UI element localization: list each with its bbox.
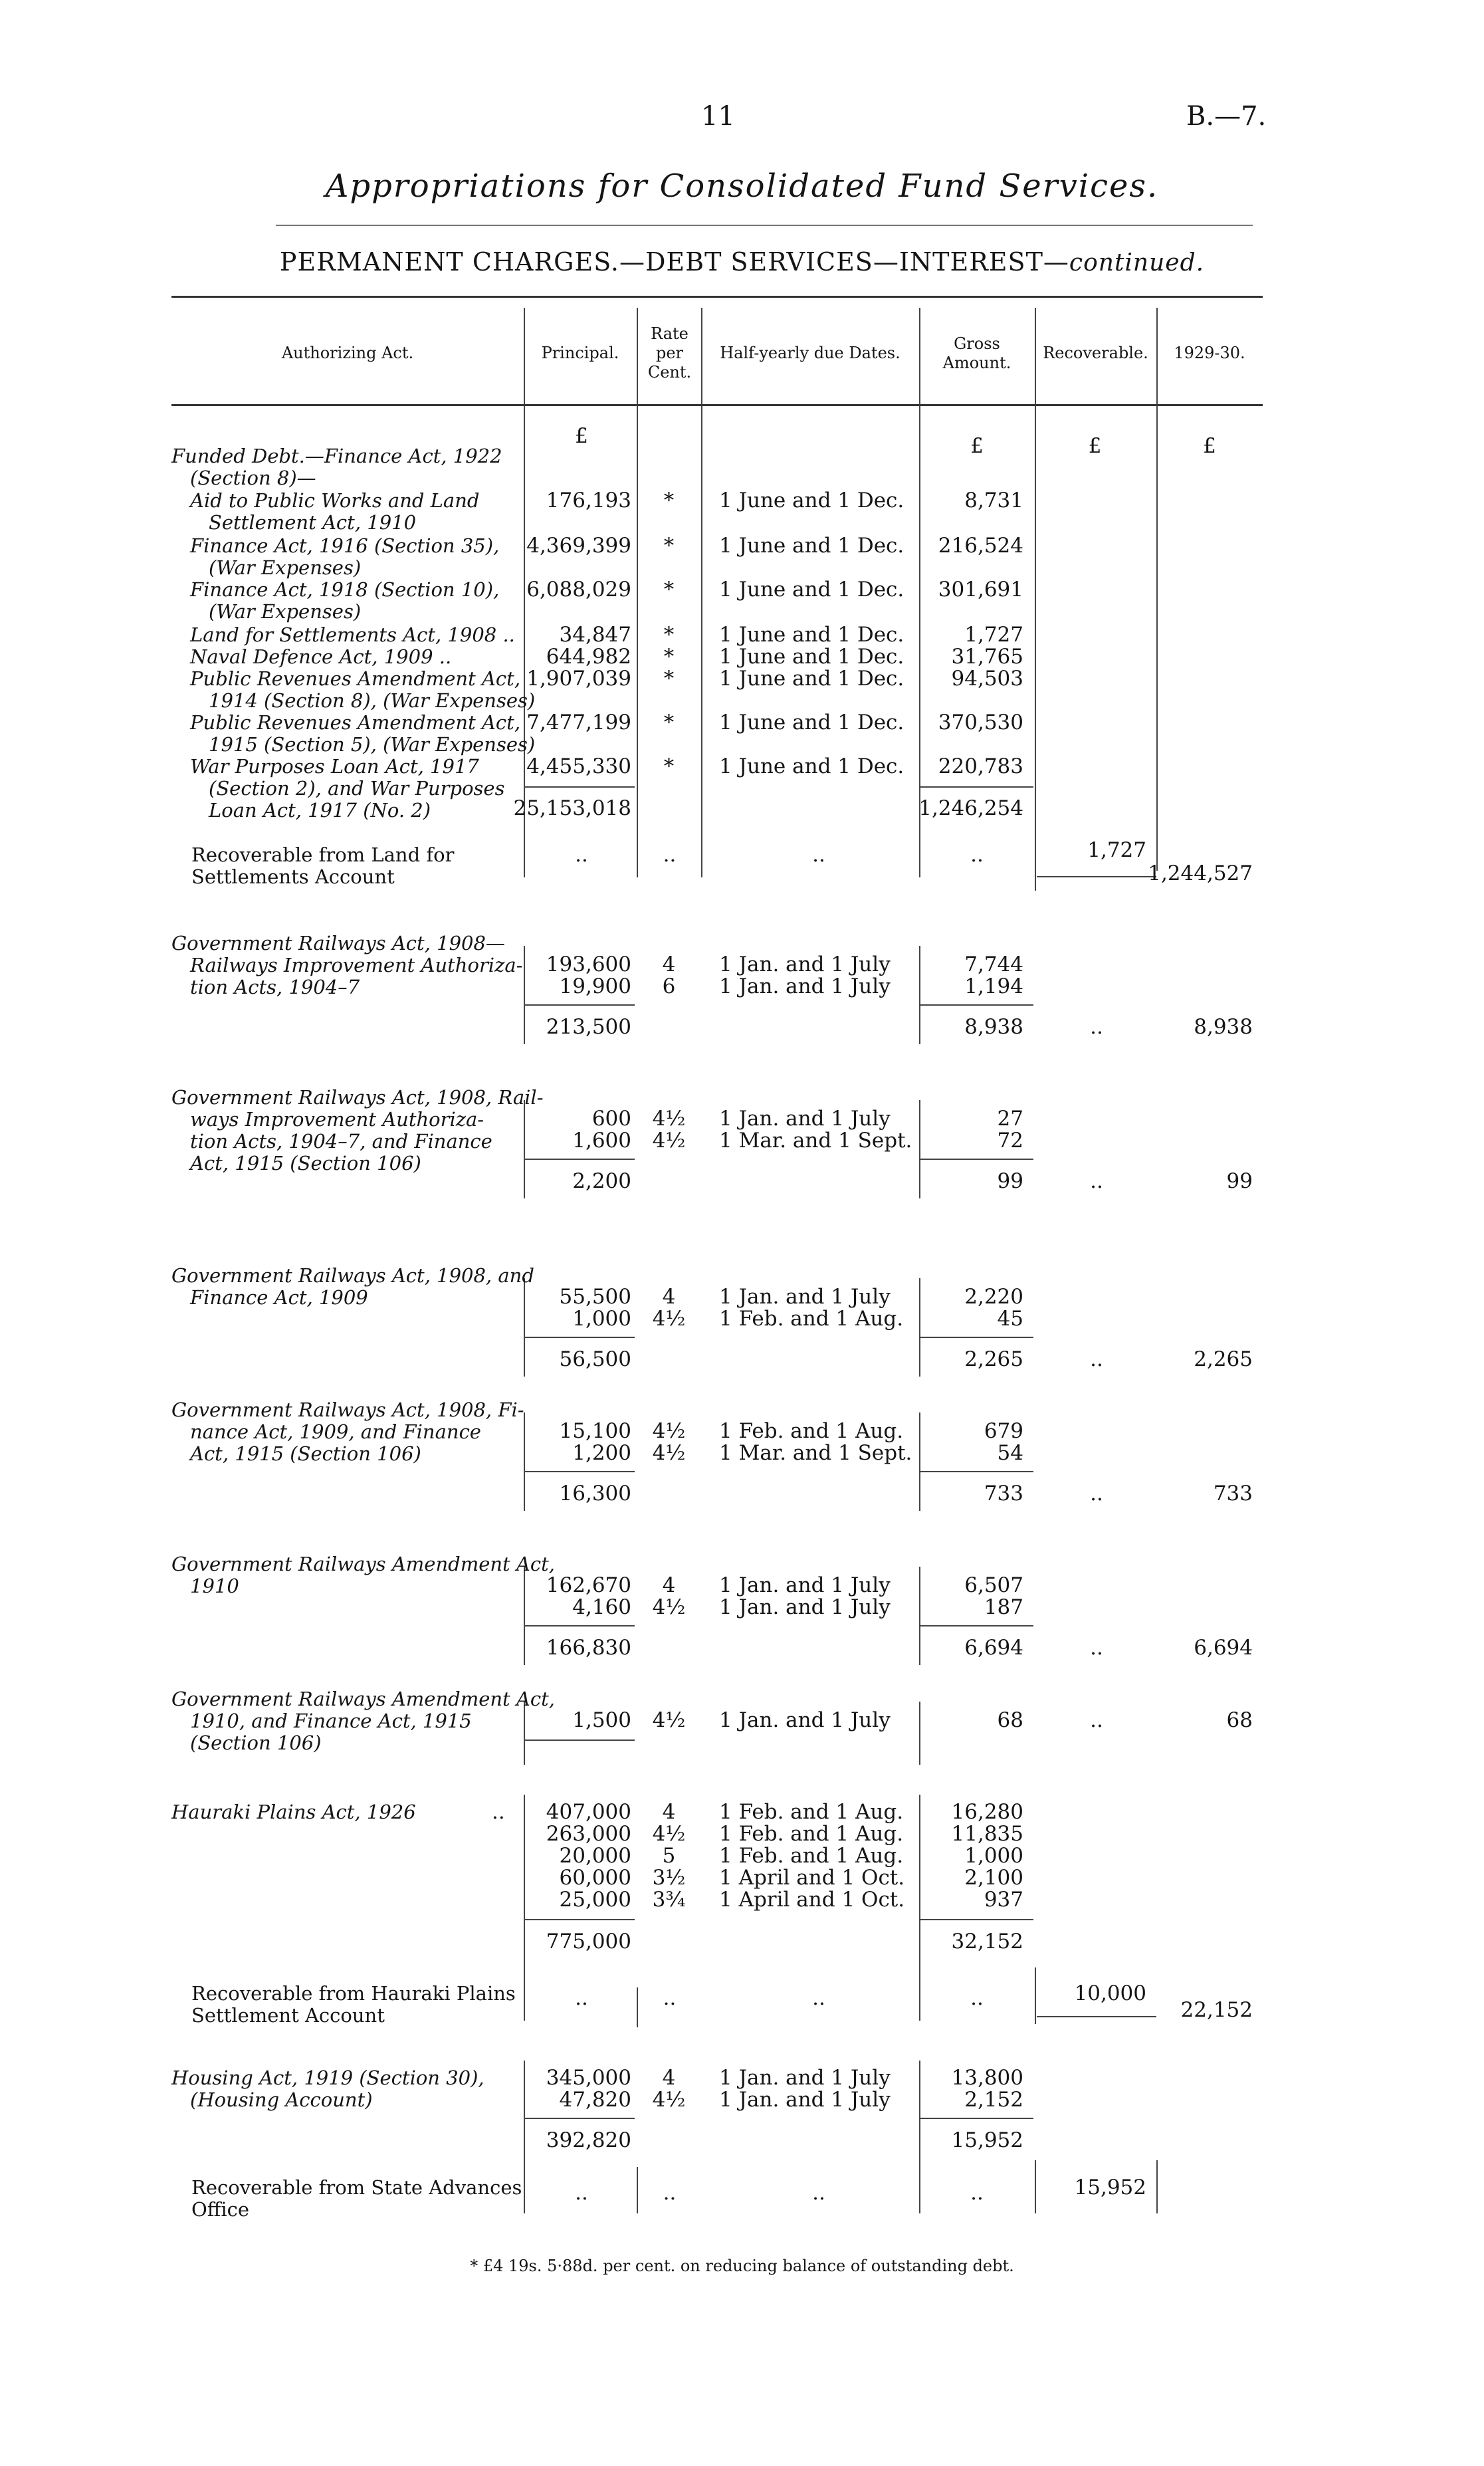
rate-value: 5: [662, 1844, 676, 1868]
total-rule: [525, 1159, 635, 1160]
principal-value: 7,477,199: [526, 711, 631, 734]
total-rule: [525, 1625, 635, 1626]
gross-amount: 216,524: [938, 534, 1023, 558]
due-dates: 1 Feb. and 1 Aug.: [719, 1307, 904, 1331]
authorizing-act-line: Public Revenues Amendment Act,: [190, 667, 521, 690]
rate-value: *: [663, 578, 675, 602]
header-bottom-rule: [171, 404, 1263, 406]
rate-value: 4: [662, 1573, 676, 1597]
col-divider: [919, 308, 920, 404]
total-rule: [525, 1337, 635, 1338]
due-dates: 1 April and 1 Oct.: [719, 1888, 905, 1912]
authorizing-act-line: tion Acts, 1904–7, and Finance: [190, 1130, 492, 1153]
due-dates: 1 June and 1 Dec.: [719, 534, 904, 558]
dots: ..: [1090, 1015, 1103, 1039]
total-rule: [920, 1471, 1033, 1472]
principal-value: 4,369,399: [526, 534, 631, 558]
authorizing-act-line: ways Improvement Authoriza-: [190, 1108, 484, 1131]
page-reference: B.—7.: [1186, 101, 1267, 132]
section-subtitle: [0, 247, 1484, 277]
total-gross: 6,694: [964, 1636, 1023, 1660]
net-value: 68: [1226, 1708, 1253, 1732]
total-principal: 392,820: [546, 2128, 631, 2152]
principal-value: 1,000: [572, 1307, 631, 1331]
total-rule: [920, 1919, 1033, 1920]
total-rule: [920, 786, 1033, 788]
currency-recoverable: £: [1088, 434, 1102, 458]
total-rule: [920, 1004, 1033, 1006]
due-dates: 1 Feb. and 1 Aug.: [719, 1822, 904, 1846]
gross-amount: 45: [997, 1307, 1023, 1331]
authorizing-act-line: Land for Settlements Act, 1908 ..: [190, 623, 515, 646]
authorizing-act-line: (Section 106): [190, 1732, 322, 1754]
authorizing-act-line: Office: [191, 2198, 250, 2221]
rate-value: 4½: [652, 1595, 686, 1619]
due-dates: 1 Mar. and 1 Sept.: [719, 1441, 912, 1465]
total-rule: [920, 1337, 1033, 1338]
rate-value: *: [663, 667, 675, 691]
total-principal: 16,300: [559, 1482, 631, 1506]
gross-amount: 7,744: [964, 953, 1023, 976]
dots: ..: [575, 1986, 588, 2010]
total-gross: 1,246,254: [918, 796, 1023, 820]
dots: ..: [663, 2181, 677, 2205]
rate-value: 4½: [652, 1129, 686, 1153]
total-gross: 2,265: [964, 1347, 1023, 1371]
principal-value: 1,500: [572, 1708, 631, 1732]
due-dates: 1 April and 1 Oct.: [719, 1866, 905, 1890]
total-gross: 99: [997, 1169, 1023, 1193]
due-dates: 1 Feb. and 1 Aug.: [719, 1844, 904, 1868]
rate-value: 4½: [652, 1419, 686, 1443]
principal-value: 176,193: [546, 489, 631, 512]
header-due-dates: Half-yearly due Dates.: [720, 344, 901, 362]
net-value: 6,694: [1194, 1636, 1253, 1660]
gross-amount: 1,000: [964, 1844, 1023, 1868]
total-principal: 56,500: [559, 1347, 631, 1371]
principal-value: 644,982: [546, 645, 631, 669]
authorizing-act-line: Finance Act, 1918 (Section 10),: [190, 578, 500, 601]
gross-amount: 31,765: [951, 645, 1023, 669]
subtitle-continued: continued.: [1069, 249, 1205, 277]
column-rule: [1156, 405, 1158, 871]
due-dates: 1 Jan. and 1 July: [719, 1573, 891, 1597]
rate-value: 4½: [652, 1441, 686, 1465]
page-title: Appropriations for Consolidated Fund Services.: [325, 168, 1159, 205]
gross-amount: 11,835: [951, 1822, 1023, 1846]
gross-amount: 2,152: [964, 2088, 1023, 2112]
due-dates: 1 Jan. and 1 July: [719, 1107, 891, 1131]
total-gross: 15,952: [951, 2128, 1023, 2152]
principal-value: 60,000: [559, 1866, 631, 1890]
authorizing-act-line: Government Railways Amendment Act,: [171, 1553, 555, 1575]
dots: ..: [1090, 1708, 1103, 1732]
due-dates: 1 June and 1 Dec.: [719, 645, 904, 669]
authorizing-act-line: Recoverable from Hauraki Plains: [191, 1982, 516, 2005]
authorizing-act-line: Government Railways Act, 1908, Fi-: [171, 1399, 524, 1421]
authorizing-act-line: Government Railways Amendment Act,: [171, 1688, 555, 1710]
gross-amount: 679: [984, 1419, 1023, 1443]
net-value: 2,265: [1194, 1347, 1253, 1371]
authorizing-act-line: Settlements Account: [191, 865, 395, 888]
rate-value: 6: [662, 974, 676, 998]
authorizing-act-line: Aid to Public Works and Land: [190, 489, 480, 512]
principal-value: 1,907,039: [526, 667, 631, 691]
due-dates: 1 June and 1 Dec.: [719, 667, 904, 691]
authorizing-act-line: 1914 (Section 8), (War Expenses): [209, 689, 536, 712]
authorizing-act-line: Act, 1915 (Section 106): [190, 1442, 421, 1465]
total-principal: 775,000: [546, 1930, 631, 1954]
header-authorizing-act: Authorizing Act.: [281, 344, 414, 362]
authorizing-act-line: Government Railways Act, 1908, Rail-: [171, 1086, 544, 1109]
rate-value: 4½: [652, 1822, 686, 1846]
gross-amount: 8,731: [964, 489, 1023, 512]
authorizing-act-line: Naval Defence Act, 1909 ..: [190, 645, 452, 668]
dots: ..: [1090, 1347, 1103, 1371]
rate-value: 4: [662, 1800, 676, 1824]
principal-value: 6,088,029: [526, 578, 631, 602]
total-gross: 32,152: [951, 1930, 1023, 1954]
authorizing-act-line: Hauraki Plains Act, 1926: [171, 1801, 416, 1823]
gross-amount: 27: [997, 1107, 1023, 1131]
header-year: 1929-30.: [1174, 344, 1245, 362]
gross-amount: 1,727: [964, 623, 1023, 647]
authorizing-act-line: Settlement Account: [191, 2004, 385, 2027]
funded-heading: Funded Debt.—Finance Act, 1922: [171, 445, 502, 467]
rate-value: *: [663, 645, 675, 669]
principal-value: 20,000: [559, 1844, 631, 1868]
principal-value: 19,900: [559, 974, 631, 998]
net-value: 99: [1226, 1169, 1253, 1193]
principal-value: 600: [591, 1107, 631, 1131]
total-principal: 2,200: [572, 1169, 631, 1193]
authorizing-act-line: Finance Act, 1916 (Section 35),: [190, 534, 500, 557]
header-rate: Rate per Cent.: [647, 324, 692, 382]
funded-heading-2: (Section 8)—: [190, 467, 316, 489]
principal-value: 4,160: [572, 1595, 631, 1619]
authorizing-act-line: 1910, and Finance Act, 1915: [190, 1710, 472, 1732]
rate-value: 4: [662, 1285, 676, 1309]
authorizing-act-line: Recoverable from Land for: [191, 843, 455, 866]
dots: ..: [970, 2181, 984, 2205]
dots: ..: [1090, 1636, 1103, 1660]
dots: ..: [1090, 1169, 1103, 1193]
gross-amount: 6,507: [964, 1573, 1023, 1597]
gross-amount: 94,503: [951, 667, 1023, 691]
authorizing-act-line: (Section 2), and War Purposes: [209, 777, 505, 800]
principal-value: 15,100: [559, 1419, 631, 1443]
due-dates: 1 June and 1 Dec.: [719, 489, 904, 512]
authorizing-act-line: Government Railways Act, 1908, and: [171, 1264, 534, 1287]
due-dates: 1 Jan. and 1 July: [719, 2088, 891, 2112]
rate-value: 4½: [652, 1307, 686, 1331]
authorizing-act-line: 1915 (Section 5), (War Expenses): [209, 733, 536, 756]
dots: ..: [575, 2181, 588, 2205]
dots: ..: [812, 1986, 825, 2010]
leader-dots: ..: [492, 1800, 505, 1824]
authorizing-act-line: Finance Act, 1909: [190, 1286, 368, 1309]
currency-year: £: [1203, 434, 1216, 458]
dots: ..: [812, 2181, 825, 2205]
gross-amount: 13,800: [951, 2066, 1023, 2090]
rate-value: *: [663, 711, 675, 734]
due-dates: 1 June and 1 Dec.: [719, 578, 904, 602]
total-principal: 25,153,018: [513, 796, 631, 820]
principal-value: 34,847: [559, 623, 631, 647]
net-value: 1,244,527: [1148, 861, 1253, 885]
title-rule: [276, 225, 1253, 226]
due-dates: 1 June and 1 Dec.: [719, 754, 904, 778]
gross-amount: 187: [984, 1595, 1023, 1619]
footnote: * £4 19s. 5·88d. per cent. on reducing balance of outstanding debt.: [470, 2257, 1014, 2275]
recoverable-value: 1,727: [1087, 838, 1146, 862]
due-dates: 1 Mar. and 1 Sept.: [719, 1129, 912, 1153]
principal-value: 263,000: [546, 1822, 631, 1846]
rate-value: *: [663, 489, 675, 512]
gross-amount: 2,220: [964, 1285, 1023, 1309]
authorizing-act-line: Railways Improvement Authoriza-: [190, 954, 523, 976]
gross-amount: 54: [997, 1441, 1023, 1465]
rate-value: 4½: [652, 1107, 686, 1131]
rate-value: 4½: [652, 2088, 686, 2112]
authorizing-act-line: Recoverable from State Advances: [191, 2176, 522, 2199]
net-value: 733: [1213, 1482, 1253, 1506]
rate-value: 3¾: [652, 1888, 686, 1912]
subtitle-text: PERMANENT CHARGES.—DEBT SERVICES—INTEREST—: [279, 247, 1069, 277]
rate-value: *: [663, 534, 675, 558]
dots: ..: [663, 843, 677, 867]
authorizing-act-line: Public Revenues Amendment Act,: [190, 711, 521, 734]
page-number: 11: [701, 101, 735, 132]
authorizing-act-line: 1910: [190, 1575, 239, 1597]
gross-amount: 16,280: [951, 1800, 1023, 1824]
recoverable-value: 10,000: [1074, 1981, 1146, 2005]
header-recoverable: Recoverable.: [1043, 344, 1148, 362]
net-value: 22,152: [1180, 1998, 1253, 2022]
principal-value: 4,455,330: [526, 754, 631, 778]
authorizing-act-line: Housing Act, 1919 (Section 30),: [171, 2067, 484, 2089]
dots: ..: [970, 1986, 984, 2010]
dots: ..: [663, 1986, 677, 2010]
rate-value: *: [663, 754, 675, 778]
principal-value: 193,600: [546, 953, 631, 976]
authorizing-act-line: Act, 1915 (Section 106): [190, 1152, 421, 1175]
currency-gross: £: [970, 434, 984, 458]
principal-value: 345,000: [546, 2066, 631, 2090]
due-dates: 1 Jan. and 1 July: [719, 953, 891, 976]
authorizing-act-line: tion Acts, 1904–7: [190, 976, 360, 998]
due-dates: 1 Feb. and 1 Aug.: [719, 1419, 904, 1443]
principal-value: 1,200: [572, 1441, 631, 1465]
authorizing-act-line: Government Railways Act, 1908—: [171, 932, 505, 954]
due-dates: 1 Jan. and 1 July: [719, 1285, 891, 1309]
principal-value: 1,600: [572, 1129, 631, 1153]
gross-amount: 2,100: [964, 1866, 1023, 1890]
authorizing-act-line: nance Act, 1909, and Finance: [190, 1420, 481, 1443]
total-rule: [525, 1471, 635, 1472]
principal-value: 25,000: [559, 1888, 631, 1912]
header-gross-amount: Gross Amount.: [942, 334, 1011, 372]
column-rule: [1035, 405, 1036, 891]
net-value: 8,938: [1194, 1015, 1253, 1039]
due-dates: 1 Jan. and 1 July: [719, 974, 891, 998]
table-top-rule: [171, 296, 1263, 298]
authorizing-act-line: (Housing Account): [190, 2088, 373, 2111]
gross-amount: 220,783: [938, 754, 1023, 778]
gross-amount: 937: [984, 1888, 1023, 1912]
column-rule: [1156, 2160, 1158, 2213]
total-rule: [920, 1625, 1033, 1626]
total-principal: 213,500: [546, 1015, 631, 1039]
total-rule: [920, 2118, 1033, 2119]
dots: ..: [1090, 1482, 1103, 1506]
principal-value: 407,000: [546, 1800, 631, 1824]
due-dates: 1 June and 1 Dec.: [719, 711, 904, 734]
total-rule: [525, 1739, 635, 1741]
total-principal: 166,830: [546, 1636, 631, 1660]
rate-value: 4: [662, 953, 676, 976]
total-rule: [525, 1004, 635, 1006]
header-principal: Principal.: [541, 344, 619, 362]
authorizing-act-line: Loan Act, 1917 (No. 2): [209, 799, 431, 822]
due-dates: 1 Jan. and 1 July: [719, 1708, 891, 1732]
total-rule: [920, 1159, 1033, 1160]
rate-value: 4: [662, 2066, 676, 2090]
due-dates: 1 Jan. and 1 July: [719, 1595, 891, 1619]
recoverable-value: 15,952: [1074, 2176, 1146, 2199]
rate-value: *: [663, 623, 675, 647]
authorizing-act-line: (War Expenses): [209, 600, 362, 623]
due-dates: 1 Jan. and 1 July: [719, 2066, 891, 2090]
principal-value: 55,500: [559, 1285, 631, 1309]
principal-value: 47,820: [559, 2088, 631, 2112]
total-rule: [525, 1919, 635, 1920]
dots: ..: [812, 843, 825, 867]
due-dates: 1 June and 1 Dec.: [719, 623, 904, 647]
col-divider: [637, 308, 638, 404]
principal-value: 162,670: [546, 1573, 631, 1597]
total-gross: 8,938: [964, 1015, 1023, 1039]
gross-amount: 72: [997, 1129, 1023, 1153]
authorizing-act-line: (War Expenses): [209, 556, 362, 579]
gross-amount: 301,691: [938, 578, 1023, 602]
rate-value: 3½: [652, 1866, 686, 1890]
total-gross: 733: [984, 1482, 1023, 1506]
authorizing-act-line: Settlement Act, 1910: [209, 511, 417, 534]
authorizing-act-line: War Purposes Loan Act, 1917: [190, 755, 479, 778]
total-rule: [525, 2118, 635, 2119]
due-dates: 1 Feb. and 1 Aug.: [719, 1800, 904, 1824]
dots: ..: [970, 843, 984, 867]
total-rule: [525, 786, 635, 788]
column-rule: [701, 405, 702, 877]
gross-amount: 370,530: [938, 711, 1023, 734]
dots: ..: [575, 843, 588, 867]
rate-value: 4½: [652, 1708, 686, 1732]
gross-amount: 68: [997, 1708, 1023, 1732]
currency-principal: £: [575, 424, 588, 448]
gross-amount: 1,194: [964, 974, 1023, 998]
